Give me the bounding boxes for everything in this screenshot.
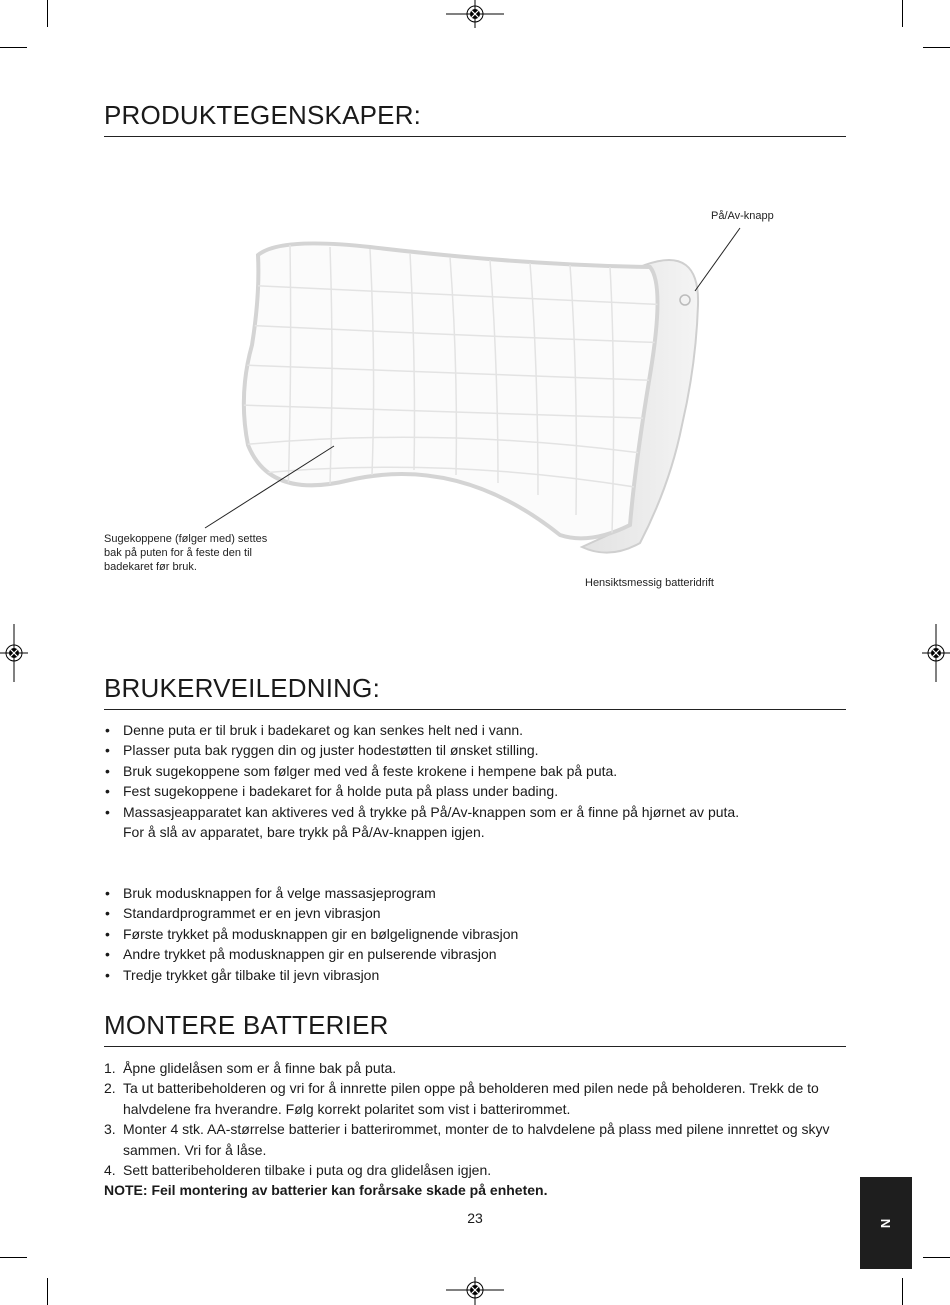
usage-item-line-2: For å slå av apparatet, bare trykk på På/Av-knappen igjen. (123, 824, 485, 841)
step-number: 3. (104, 1121, 116, 1138)
step-text: Sett batteribeholderen tilbake i puta og dra glidelåsen igjen. (123, 1162, 492, 1179)
mode-item: • Tredje trykket går tilbake til jevn vibrasjon (104, 965, 846, 985)
step-text: Åpne glidelåsen som er å finne bak på puta. (123, 1060, 397, 1076)
registration-mark-right (922, 624, 950, 682)
page-number: 23 (467, 1210, 483, 1226)
step-text: Monter 4 stk. AA-størrelse batterier i batterirommet, monter de to halvdelene på plass med pilene innrettet og skyv sammen. Vri for å låse. (123, 1121, 830, 1158)
crop-mark-top-left-v (47, 0, 48, 27)
features-title: PRODUKTEGENSKAPER: (104, 100, 846, 137)
usage-item: • Bruk sugekoppene som følger med ved å feste krokene i hempene bak på puta. (104, 761, 846, 781)
crop-mark-top-left-h (0, 47, 27, 48)
usage-item (104, 802, 846, 843)
usage-list (104, 720, 846, 842)
crop-mark-top-right-h (923, 47, 950, 48)
callout-suction-cups (104, 532, 304, 574)
usage-item: • Denne puta er til bruk i badekaret og kan senkes helt ned i vann. (104, 720, 846, 740)
crop-mark-bottom-right-h (923, 1257, 950, 1258)
usage-item: • Plasser puta bak ryggen din og juster hodestøtten til ønsket stilling. (104, 740, 846, 760)
battery-steps (104, 1058, 849, 1180)
registration-mark-top (446, 0, 504, 28)
crop-mark-bottom-left-v (47, 1278, 48, 1305)
mode-item: • Bruk modusknappen for å velge massasjeprogram (104, 883, 846, 903)
step-number: 1. (104, 1060, 116, 1076)
registration-mark-left (0, 624, 28, 682)
language-tab (860, 1177, 912, 1269)
crop-mark-top-right-v (902, 0, 903, 27)
language-tab-label: N (878, 1218, 894, 1228)
callout-battery: Hensiktsmessig batteridrift (585, 577, 714, 589)
step-text: Ta ut batteribeholderen og vri for å innrette pilen oppe på beholderen med pilen nede på beholderen. Trekk de to halvdelene fra hverandre. Følg korrekt polaritet som vist i batterirommet. (123, 1080, 819, 1117)
mode-item: • Standardprogrammet er en jevn vibrasjon (104, 903, 846, 923)
battery-step (104, 1058, 849, 1078)
usage-title: BRUKERVEILEDNING: (104, 673, 846, 710)
callout-suction-line-2: bak på puten for å feste den til (104, 547, 252, 559)
step-number: 2. (104, 1080, 116, 1097)
mode-list (104, 883, 846, 985)
battery-note: NOTE: Feil montering av batterier kan forårsake skade på enheten. (104, 1182, 548, 1198)
usage-item-line-1: Massasjeapparatet kan aktiveres ved å trykke på På/Av-knappen som er å finne på hjørnet av puta. (123, 803, 740, 820)
battery-title: MONTERE BATTERIER (104, 1010, 846, 1047)
callout-suction-line-3: badekaret før bruk. (104, 561, 197, 573)
mode-item: • Første trykket på modusknappen gir en bølgelignende vibrasjon (104, 924, 846, 944)
mode-item: • Andre trykket på modusknappen gir en pulserende vibrasjon (104, 944, 846, 964)
callout-power-button: På/Av-knapp (711, 210, 774, 222)
step-number: 4. (104, 1162, 116, 1179)
crop-mark-bottom-right-v (902, 1278, 903, 1305)
usage-item: • Fest sugekoppene i badekaret for å holde puta på plass under bading. (104, 781, 846, 801)
crop-mark-bottom-left-h (0, 1257, 27, 1258)
battery-step (104, 1119, 849, 1160)
registration-mark-bottom (446, 1277, 504, 1305)
callout-line-power (690, 225, 750, 295)
battery-step (104, 1160, 849, 1180)
callout-suction-line-1: Sugekoppene (følger med) settes (104, 533, 268, 545)
callout-line-suction (200, 443, 340, 533)
battery-step (104, 1078, 849, 1119)
